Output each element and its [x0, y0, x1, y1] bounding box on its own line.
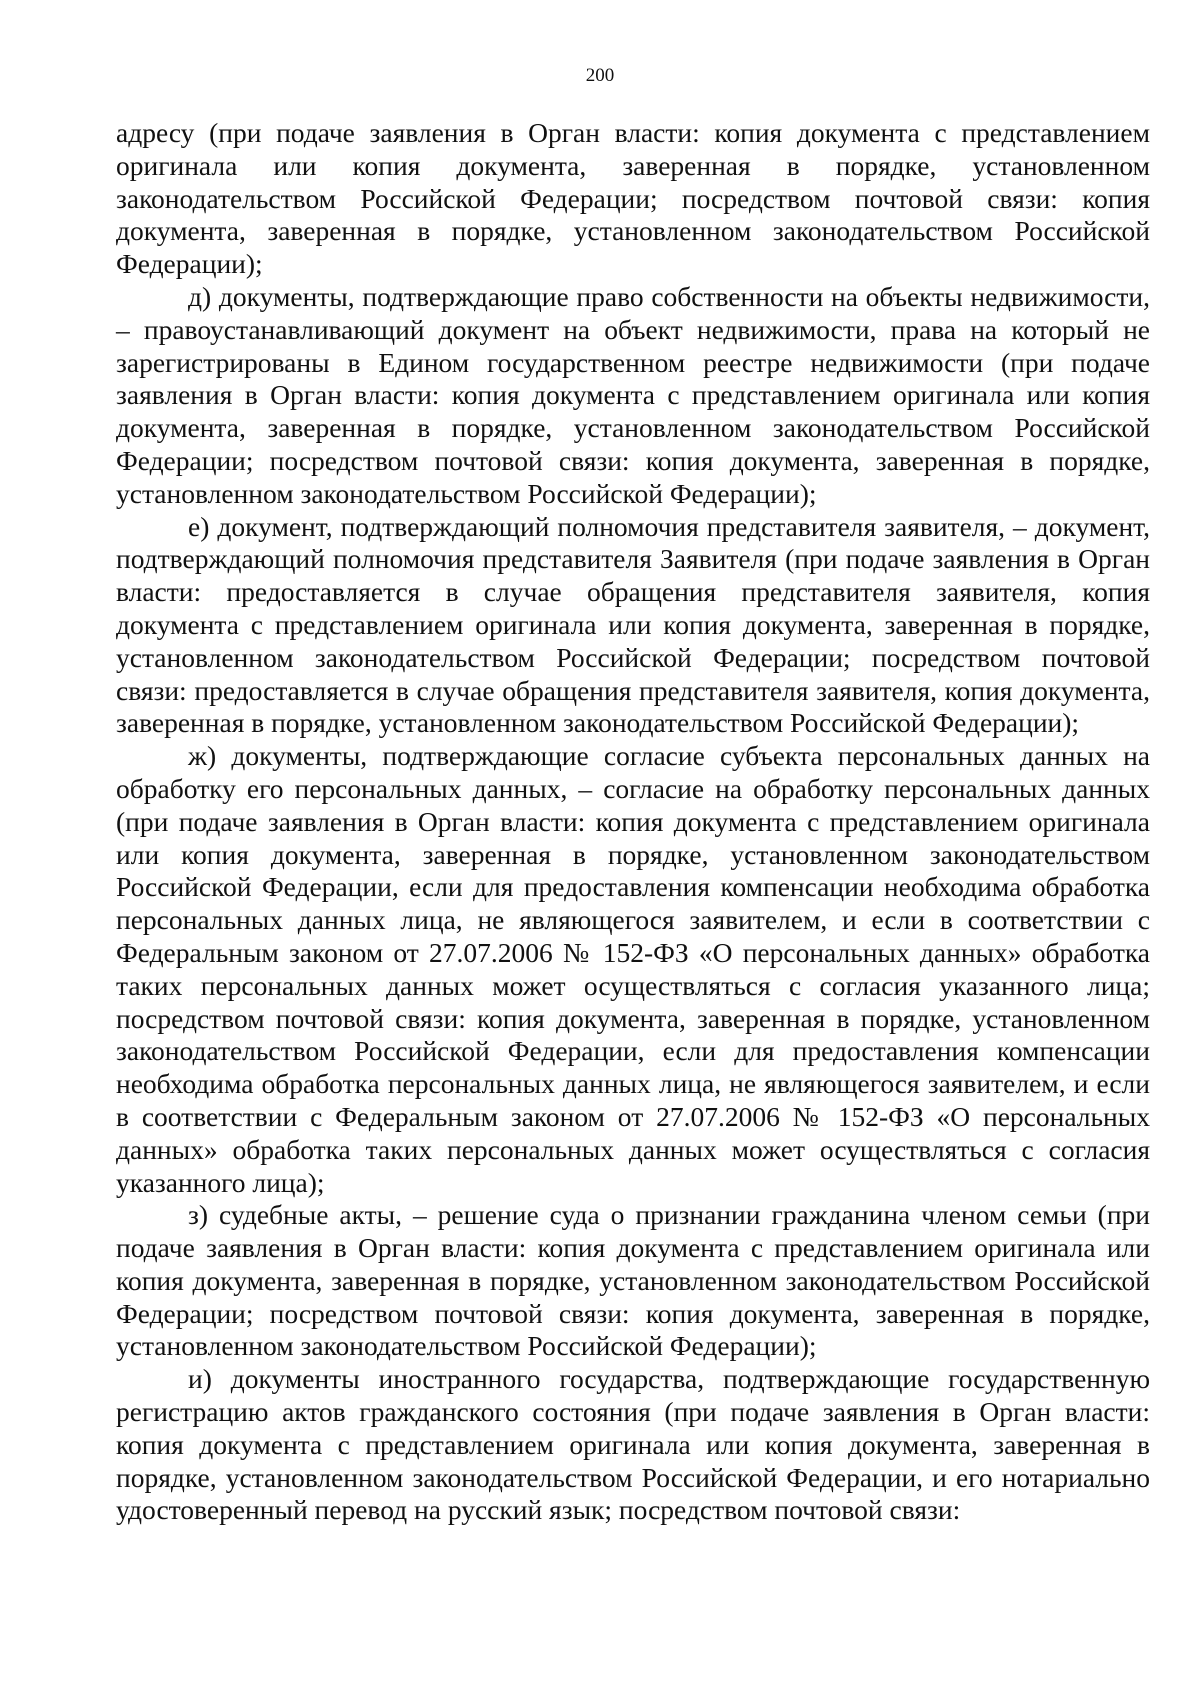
paragraph-continuation: адресу (при подаче заявления в Орган власти: копия документа с представлением оригинала или копия документа, заверенная в порядке, установленном законодательством Российской Федерации; посредством почтовой связи: копия документа, заверенная в порядке, установленном законодательством Российской Федерации); — [116, 117, 1150, 280]
paragraph-item-i: и) документы иностранного государства, подтверждающие государственную регистрацию актов гражданского состояния (при подаче заявления в Орган власти: копия документа с представлением оригинала или копия документа, заверенная в порядке, установленном законодательством Российской Федерации, и его нотариально удостоверенный перевод на русский язык; посредством почтовой связи: — [116, 1363, 1150, 1526]
paragraph-item-e: е) документ, подтверждающий полномочия представителя заявителя, – документ, подтверждающий полномочия представителя Заявителя (при подаче заявления в Орган власти: предоставляется в случае обращения представителя заявителя, копия документа с представлением оригинала или копия документа, заверенная в порядке, установленном законодательством Российской Федерации; посредством почтовой связи: предоставляется в случае обращения представителя заявителя, копия документа, заверенная в порядке, установленном законодательством Российской Федерации); — [116, 510, 1150, 739]
document-body — [116, 117, 1150, 1527]
page-number: 200 — [585, 65, 615, 86]
paragraph-item-d: д) документы, подтверждающие право собственности на объекты недвижимости, – правоустанавливающий документ на объект недвижимости, права на который не зарегистрированы в Едином государственном реестре недвижимости (при подаче заявления в Орган власти: копия документа с представлением оригинала или копия документа, заверенная в порядке, установленном законодательством Российской Федерации; посредством почтовой связи: копия документа, заверенная в порядке, установленном законодательством Российской Федерации); — [116, 280, 1150, 509]
paragraph-item-zh: ж) документы, подтверждающие согласие субъекта персональных данных на обработку его персональных данных, – согласие на обработку персональных данных (при подаче заявления в Орган власти: копия документа с представлением оригинала или копия документа, заверенная в порядке, установленном законодательством Российской Федерации, если для предоставления компенсации необходима обработка персональных данных лица, не являющегося заявителем, и если в соответствии с Федеральным законом от 27.07.2006 № 152-ФЗ «О персональных данных» обработка таких персональных данных может осуществляться с согласия указанного лица; посредством почтовой связи: копия документа, заверенная в порядке, установленном законодательством Российской Федерации, если для предоставления компенсации необходима обработка персональных данных лица, не являющегося заявителем, и если в соответствии с Федеральным законом от 27.07.2006 № 152-ФЗ «О персональных данных» обработка таких персональных данных может осуществляться с согласия указанного лица); — [116, 740, 1150, 1198]
paragraph-item-z: з) судебные акты, – решение суда о признании гражданина членом семьи (при подаче заявления в Орган власти: копия документа с представлением оригинала или копия документа, заверенная в порядке, установленном законодательством Российской Федерации; посредством почтовой связи: копия документа, заверенная в порядке, установленном законодательством Российской Федерации); — [116, 1199, 1150, 1362]
